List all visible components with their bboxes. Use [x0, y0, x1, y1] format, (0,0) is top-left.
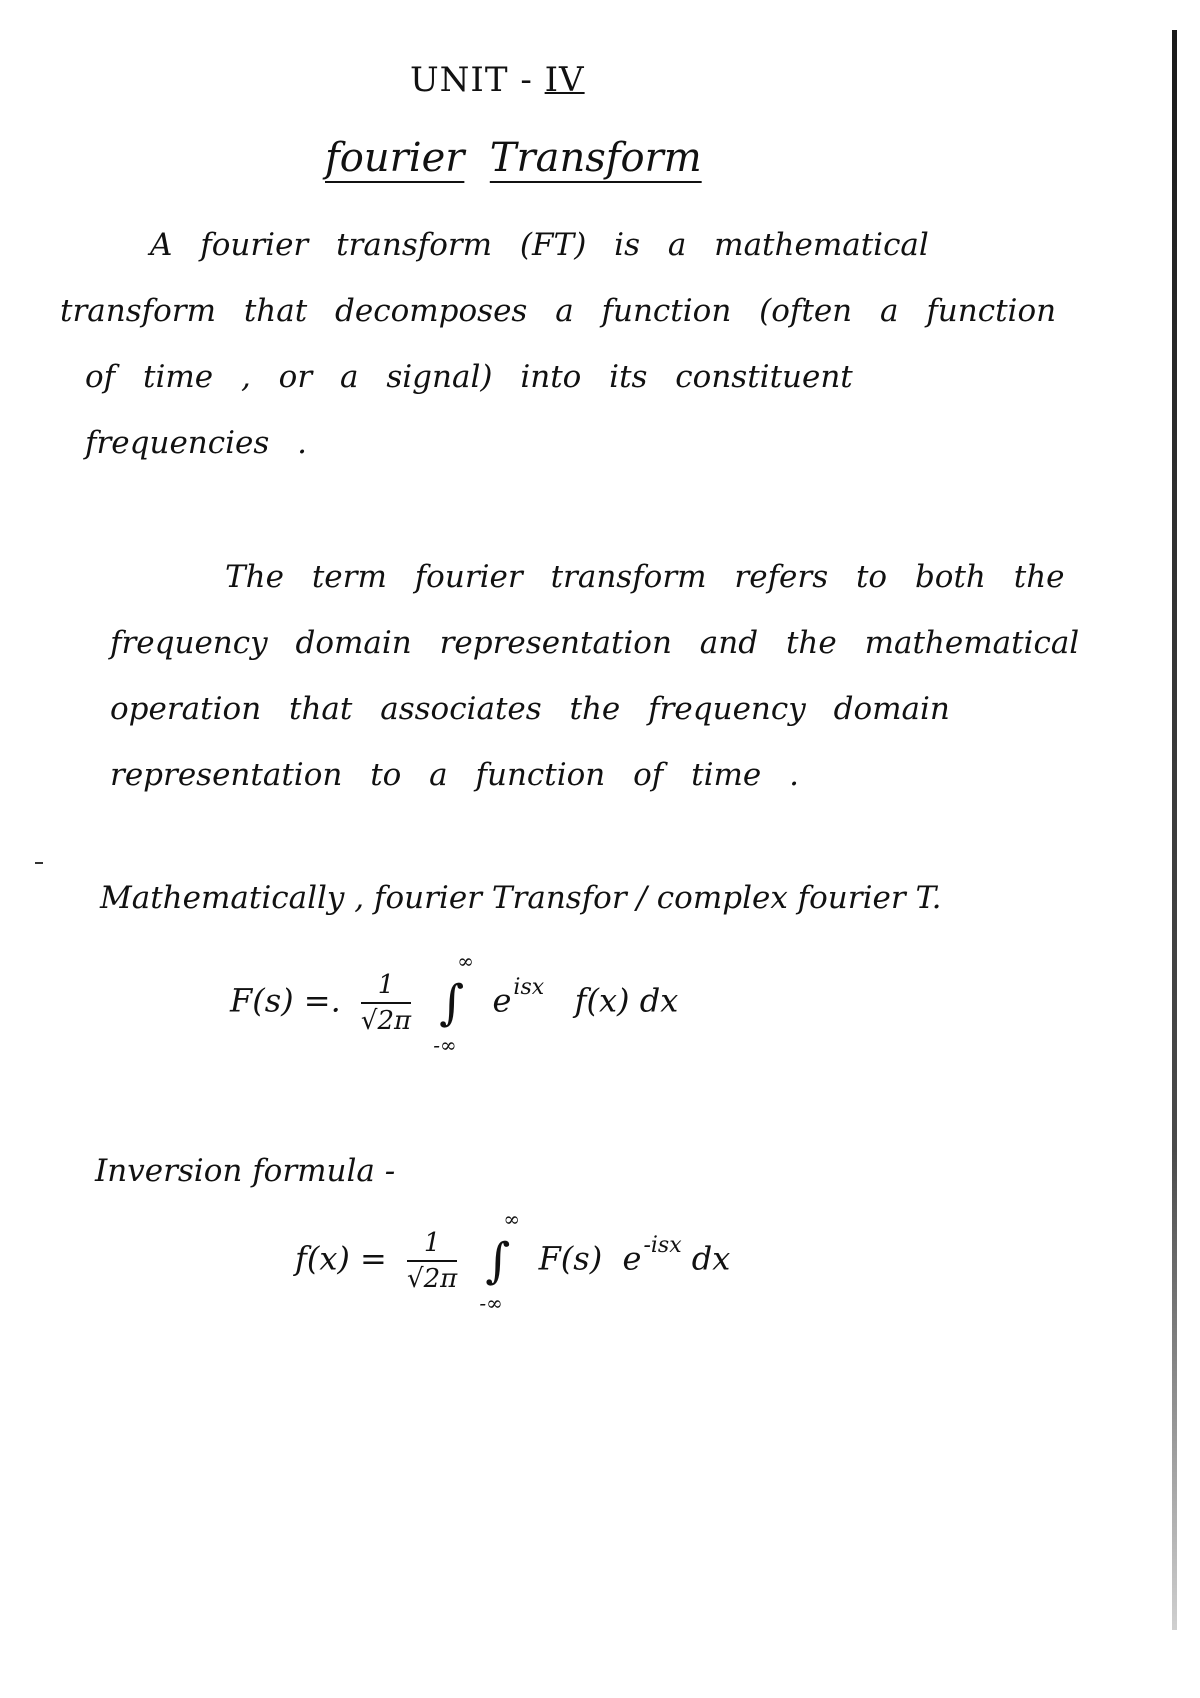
formula2-exponent: -isx [643, 1232, 682, 1258]
mathematically-line: Mathematically , fourier Transfor / complex fourier T. [100, 880, 942, 916]
formula1-lhs: F(s) =. [230, 981, 341, 1020]
formula1-base: e [492, 981, 512, 1020]
formula1-denominator: √2π [360, 1006, 412, 1036]
page-edge-line [1172, 30, 1177, 1630]
paragraph-line: transform that decomposes a function (often a function [60, 293, 1057, 329]
paragraph-line: of time , or a signal) into its constituent [85, 359, 853, 395]
formula1-exponent: isx [513, 974, 545, 1000]
title-word-1: fourier [325, 135, 465, 181]
formula2-rest: dx [691, 1239, 731, 1278]
formula2-integral [479, 1207, 521, 1315]
paragraph-term [110, 544, 1170, 808]
formula2-numerator: 1 [407, 1228, 457, 1262]
paragraph-line: The term fourier transform refers to both the [225, 559, 1065, 595]
formula2-base: e [622, 1239, 642, 1278]
paragraph-definition [60, 212, 1170, 476]
paragraph-line: operation that associates the frequency domain [110, 691, 950, 727]
title-word-2: Transform [489, 135, 702, 181]
page-title [325, 135, 702, 181]
formula2-lhs: f(x) = [295, 1239, 387, 1278]
paragraph-line: representation to a function of time . [110, 757, 799, 793]
formula1-integral [433, 949, 474, 1057]
integral-sign: ∫ [485, 1233, 511, 1289]
margin-mark [35, 862, 43, 864]
fourier-transform-formula [230, 949, 679, 1057]
inversion-formula [295, 1207, 731, 1315]
formula2-middle: F(s) [538, 1239, 603, 1278]
paragraph-line: frequency domain representation and the mathematical [110, 625, 1080, 661]
unit-prefix: UNIT - [410, 60, 545, 100]
formula1-fraction [361, 970, 411, 1036]
formula2-denominator: √2π [407, 1264, 458, 1294]
formula1-lower-limit: -∞ [433, 1033, 457, 1057]
formula1-numerator: 1 [361, 970, 411, 1004]
formula1-upper-limit: ∞ [457, 949, 474, 973]
formula2-fraction [407, 1228, 457, 1294]
formula1-rest: f(x) dx [574, 981, 679, 1020]
paragraph-line: frequencies . [85, 425, 307, 461]
unit-roman: IV [544, 60, 585, 100]
unit-heading [410, 60, 585, 100]
formula2-lower-limit: -∞ [479, 1291, 503, 1315]
integral-sign: ∫ [439, 975, 465, 1031]
inversion-label: Inversion formula - [95, 1153, 396, 1189]
paragraph-line: A fourier transform (FT) is a mathematical [150, 227, 929, 263]
formula2-upper-limit: ∞ [503, 1207, 521, 1231]
